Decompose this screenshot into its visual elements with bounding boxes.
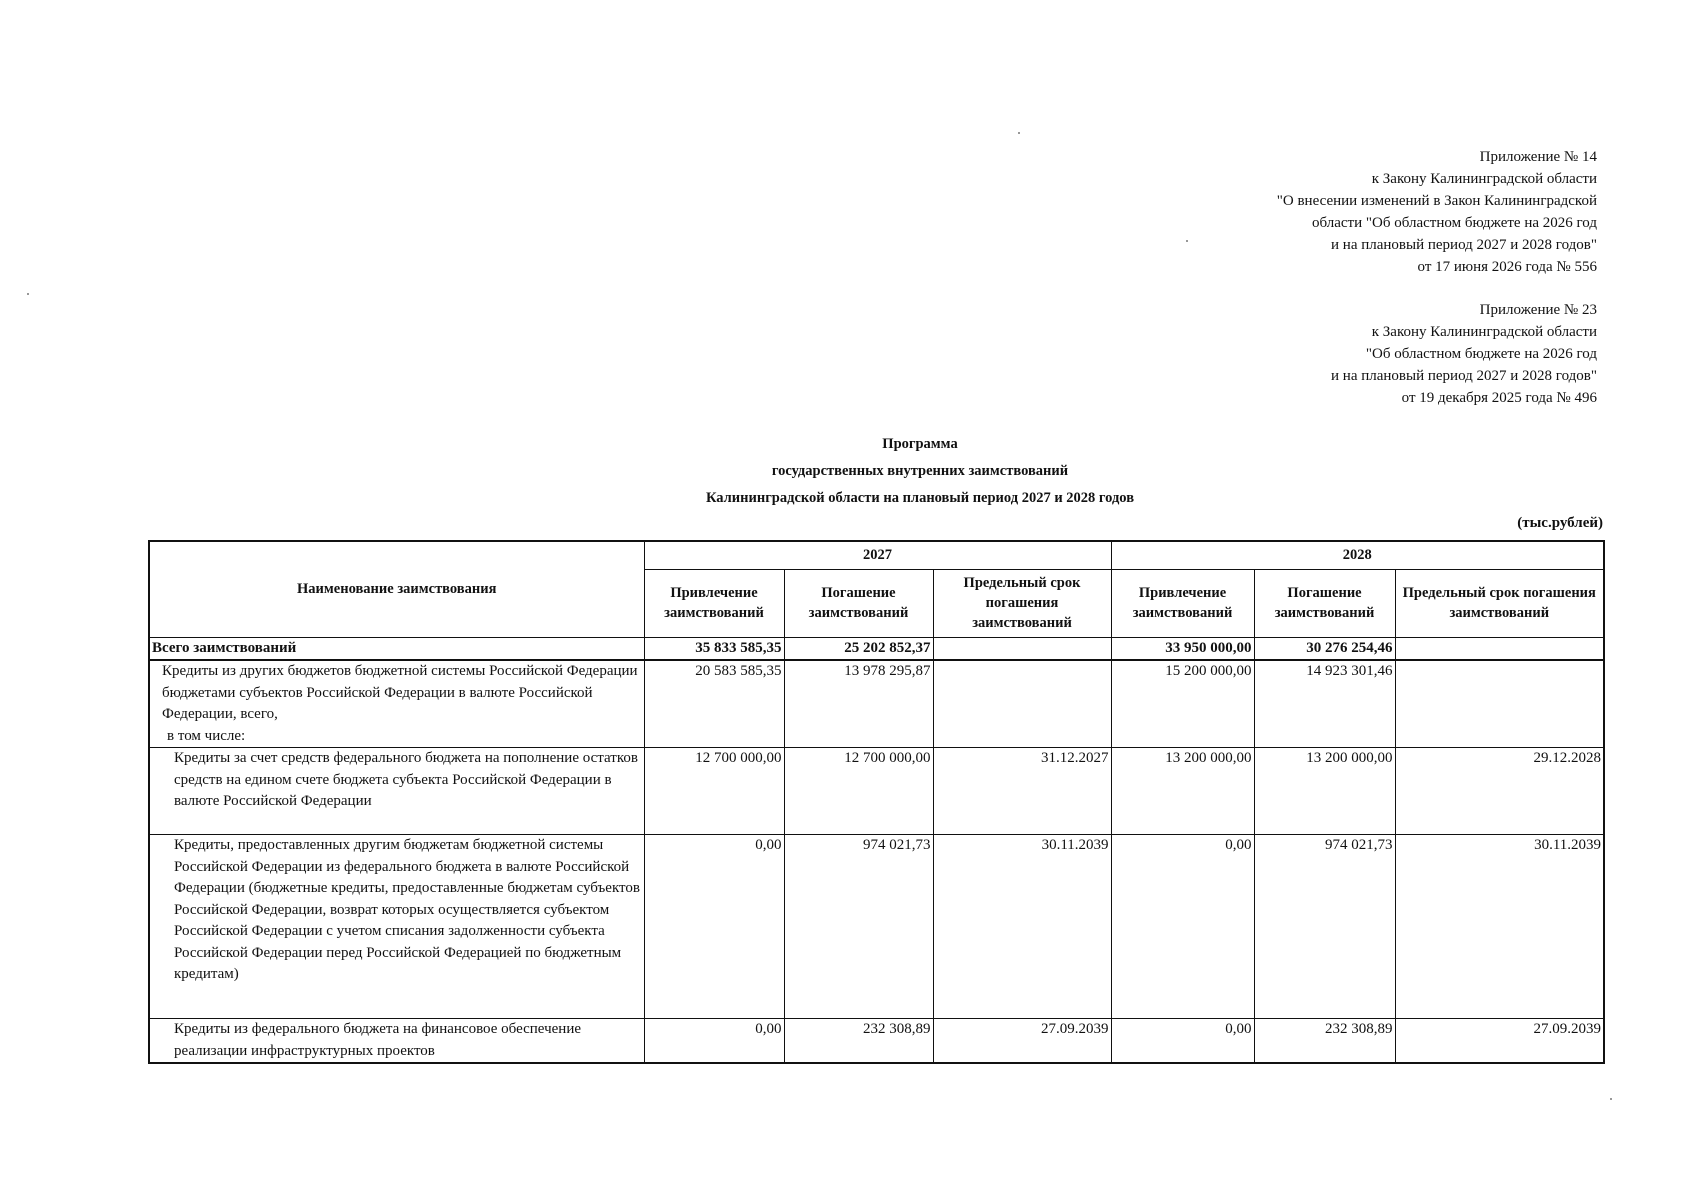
annex-line: Приложение № 14: [1479, 149, 1597, 165]
cell-borrow-2028: 13 200 000,00: [1111, 748, 1254, 835]
table-row: [149, 660, 1604, 748]
table-row: [149, 748, 1604, 835]
annex-line: и на плановый период 2027 и 2028 годов": [1331, 368, 1597, 384]
table-row: [149, 1019, 1604, 1064]
title-line: Калининградской области на плановый период 2027 и 2028 годов: [705, 490, 1135, 506]
cell-repay-2028: 13 200 000,00: [1254, 748, 1395, 835]
cell-deadline-2028: 27.09.2039: [1395, 1019, 1604, 1064]
cell-deadline-2028: 29.12.2028: [1395, 748, 1604, 835]
row-name: Кредиты, предоставленных другим бюджетам бюджетной системы Российской Федерации из федерального бюджета в валюте Российской Федерации (бюджетные кредиты, предоставленные бюджетам субъектов Российской Федерации, возврат которых осуществляется субъектом Российской Федерации с учетом списания задолженности субъекта Российской Федерации перед Российской Федерацией по бюджетным кредитам): [149, 835, 644, 1019]
cell-borrow-2028: 15 200 000,00: [1111, 660, 1254, 748]
cell-deadline-2028: [1395, 637, 1604, 660]
cell-repay-2027: 25 202 852,37: [784, 637, 933, 660]
header-repay-2027: Погашение заимствований: [784, 569, 933, 637]
cell-borrow-2027: 0,00: [644, 835, 784, 1019]
annex-line: к Закону Калининградской области: [1371, 171, 1597, 187]
scan-speck: [1018, 132, 1020, 134]
cell-deadline-2028: 30.11.2039: [1395, 835, 1604, 1019]
borrowing-program-table: [148, 540, 1605, 1064]
annex-header-current: [1277, 146, 1597, 278]
header-borrow-2027: Привлечение заимствований: [644, 569, 784, 637]
cell-repay-2028: 30 276 254,46: [1254, 637, 1395, 660]
header-deadline-2028: Предельный срок погашения заимствований: [1395, 569, 1604, 637]
cell-deadline-2027: 30.11.2039: [933, 835, 1111, 1019]
unit-label: (тыс.рублей): [1517, 515, 1603, 531]
title-line: Программа: [882, 436, 958, 452]
row-name-cell: [149, 660, 644, 748]
annex-line: области "Об областном бюджете на 2026 год: [1312, 215, 1597, 231]
cell-deadline-2027: [933, 637, 1111, 660]
row-name: Всего заимствований: [149, 637, 644, 660]
header-year-2028: 2028: [1111, 541, 1604, 569]
scan-speck: [1610, 1098, 1612, 1100]
scan-speck: [1186, 240, 1188, 242]
annex-line: и на плановый период 2027 и 2028 годов": [1331, 237, 1597, 253]
header-borrow-2028: Привлечение заимствований: [1111, 569, 1254, 637]
cell-borrow-2027: 20 583 585,35: [644, 660, 784, 748]
row-name: Кредиты из других бюджетов бюджетной системы Российской Федерации бюджетами субъектов Российской Федерации в валюте Российской Федерации, всего,: [162, 663, 638, 722]
annex-line: от 19 декабря 2025 года № 496: [1401, 390, 1597, 406]
cell-repay-2028: 14 923 301,46: [1254, 660, 1395, 748]
cell-borrow-2027: 35 833 585,35: [644, 637, 784, 660]
row-name-sub: в том числе:: [167, 727, 246, 744]
cell-repay-2027: 12 700 000,00: [784, 748, 933, 835]
cell-borrow-2028: 33 950 000,00: [1111, 637, 1254, 660]
cell-borrow-2027: 12 700 000,00: [644, 748, 784, 835]
header-name: Наименование заимствования: [149, 541, 644, 637]
cell-deadline-2028: [1395, 660, 1604, 748]
table-row-total: [149, 637, 1604, 660]
scan-speck: [27, 293, 29, 295]
document-title: [100, 431, 1670, 512]
cell-repay-2028: 974 021,73: [1254, 835, 1395, 1019]
header-repay-2028: Погашение заимствований: [1254, 569, 1395, 637]
cell-deadline-2027: 27.09.2039: [933, 1019, 1111, 1064]
annex-line: Приложение № 23: [1479, 302, 1597, 318]
header-deadline-2027: Предельный срок погашения заимствований: [933, 569, 1111, 637]
title-line: государственных внутренних заимствований: [771, 463, 1069, 479]
cell-borrow-2028: 0,00: [1111, 1019, 1254, 1064]
row-name: Кредиты за счет средств федерального бюджета на пополнение остатков средств на едином счете бюджета субъекта Российской Федерации в валюте Российской Федерации: [149, 748, 644, 835]
annex-line: от 17 июня 2026 года № 556: [1417, 259, 1597, 275]
cell-borrow-2028: 0,00: [1111, 835, 1254, 1019]
annex-header-original: [1331, 299, 1597, 409]
cell-deadline-2027: 31.12.2027: [933, 748, 1111, 835]
header-year-2027: 2027: [644, 541, 1111, 569]
table-row: [149, 835, 1604, 1019]
cell-repay-2028: 232 308,89: [1254, 1019, 1395, 1064]
annex-line: "О внесении изменений в Закон Калининградской: [1276, 193, 1597, 209]
header-row-years: [149, 541, 1604, 569]
cell-deadline-2027: [933, 660, 1111, 748]
cell-repay-2027: 974 021,73: [784, 835, 933, 1019]
cell-repay-2027: 232 308,89: [784, 1019, 933, 1064]
cell-repay-2027: 13 978 295,87: [784, 660, 933, 748]
annex-line: "Об областном бюджете на 2026 год: [1365, 346, 1597, 362]
annex-line: к Закону Калининградской области: [1371, 324, 1597, 340]
cell-borrow-2027: 0,00: [644, 1019, 784, 1064]
row-name: Кредиты из федерального бюджета на финансовое обеспечение реализации инфраструктурных проектов: [149, 1019, 644, 1064]
